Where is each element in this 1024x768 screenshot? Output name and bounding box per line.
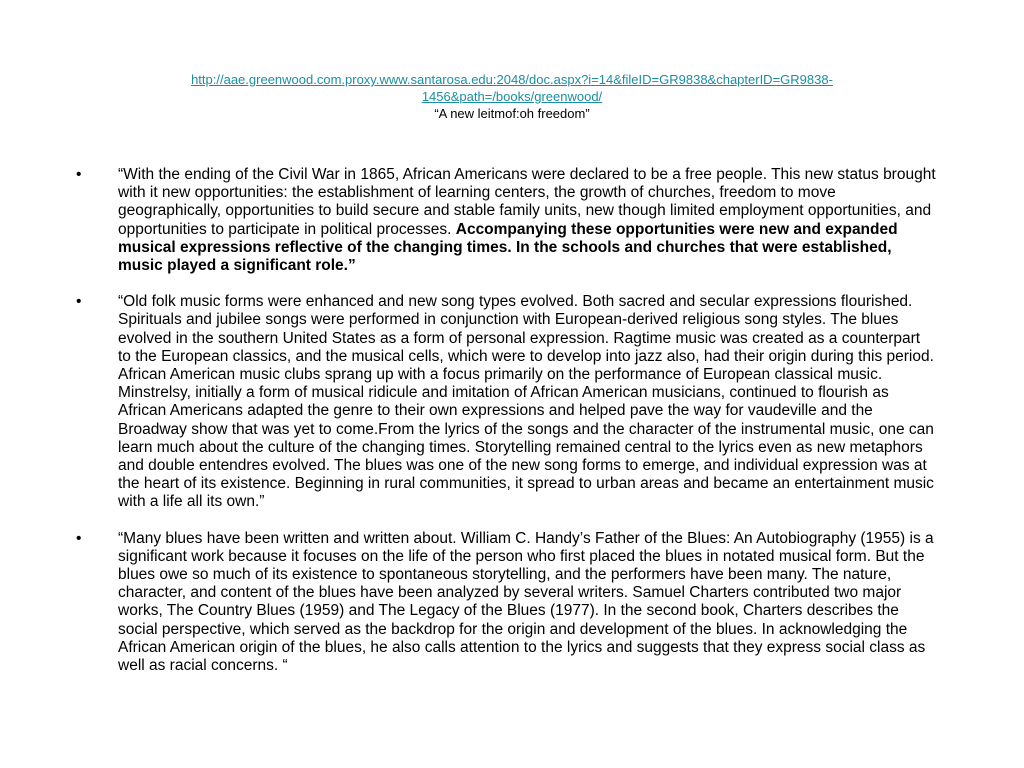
list-item — [76, 530, 936, 676]
quote-text: “With the ending of the Civil War in 1865, African Americans were declared to be a free people. This new status brought with it new opportunities: the establishment of learning centers, the growth of churches, freedom to move geographically, opportunities to build secure and stable family units, new though limited employment opportunities, and opportunities to participate in political processes. — [118, 166, 936, 238]
source-link-line-1[interactable]: http://aae.greenwood.com.proxy.www.santarosa.edu:2048/doc.aspx?i=14&fileID=GR9838&chapterID=GR9838- — [191, 72, 833, 87]
slide-subtitle: “A new leitmof:oh freedom” — [434, 106, 590, 121]
bullet-icon: • — [76, 293, 82, 311]
list-item — [76, 293, 936, 511]
quote-text: “Old folk music forms were enhanced and new song types evolved. Both sacred and secular expressions flourished. Spirituals and jubilee songs were performed in conjunction with European-derived religious song styles. The blues evolved in the southern United States as a form of personal expression. Ragtime music was created as a counterpart to the European classics, and the musical cells, which were to develop into jazz also, had their origin during this period. African American music clubs sprang up with a focus primarily on the performance of European classical music. Minstrelsy, initially a form of musical ridicule and imitation of African American musicians, continued to flourish as African Americans adapted the genre to their own expressions and helped pave the way for vaudeville and the Broadway show that was yet to come.From the lyrics of the songs and the character of the instrumental music, one can learn much about the culture of the changing times. Storytelling remained central to the lyrics even as new metaphors and double entendres evolved. The blues was one of the new song forms to emerge, and individual expression was at the heart of its existence. Beginning in rural communities, it spread to urban areas and became an entertainment music with a life all its own.” — [118, 293, 934, 511]
quote-text: “Many blues have been written and written about. William C. Handy’s Father of the Blues: An Autobiography (1955) is a significant work because it focuses on the life of the person who first placed the blues in notated musical form. But the blues owe so much of its existence to spontaneous storytelling, and the performers have been many. The nature, character, and content of the blues have been analyzed by several writers. Samuel Charters contributed two major works, The Country Blues (1959) and The Legacy of the Blues (1977). In the second book, Charters describes the social perspective, which served as the backdrop for the origin and development of the blues. In acknowledging the African American origin of the blues, he also calls attention to the lyrics and suggests that they express social class as well as racial concerns. “ — [118, 529, 934, 675]
source-link[interactable] — [191, 72, 833, 104]
bullet-icon: • — [76, 529, 82, 547]
list-item — [76, 166, 936, 275]
source-link-line-2[interactable]: 1456&path=/books/greenwood/ — [421, 89, 603, 104]
slide-title — [150, 71, 874, 122]
bullet-icon: • — [76, 166, 82, 183]
quote-text-bold: Accompanying these opportunities were new and expanded musical expressions reflective of the changing times. In the schools and churches that were established, music played a significant role.” — [118, 220, 898, 275]
bullet-list — [76, 166, 936, 693]
